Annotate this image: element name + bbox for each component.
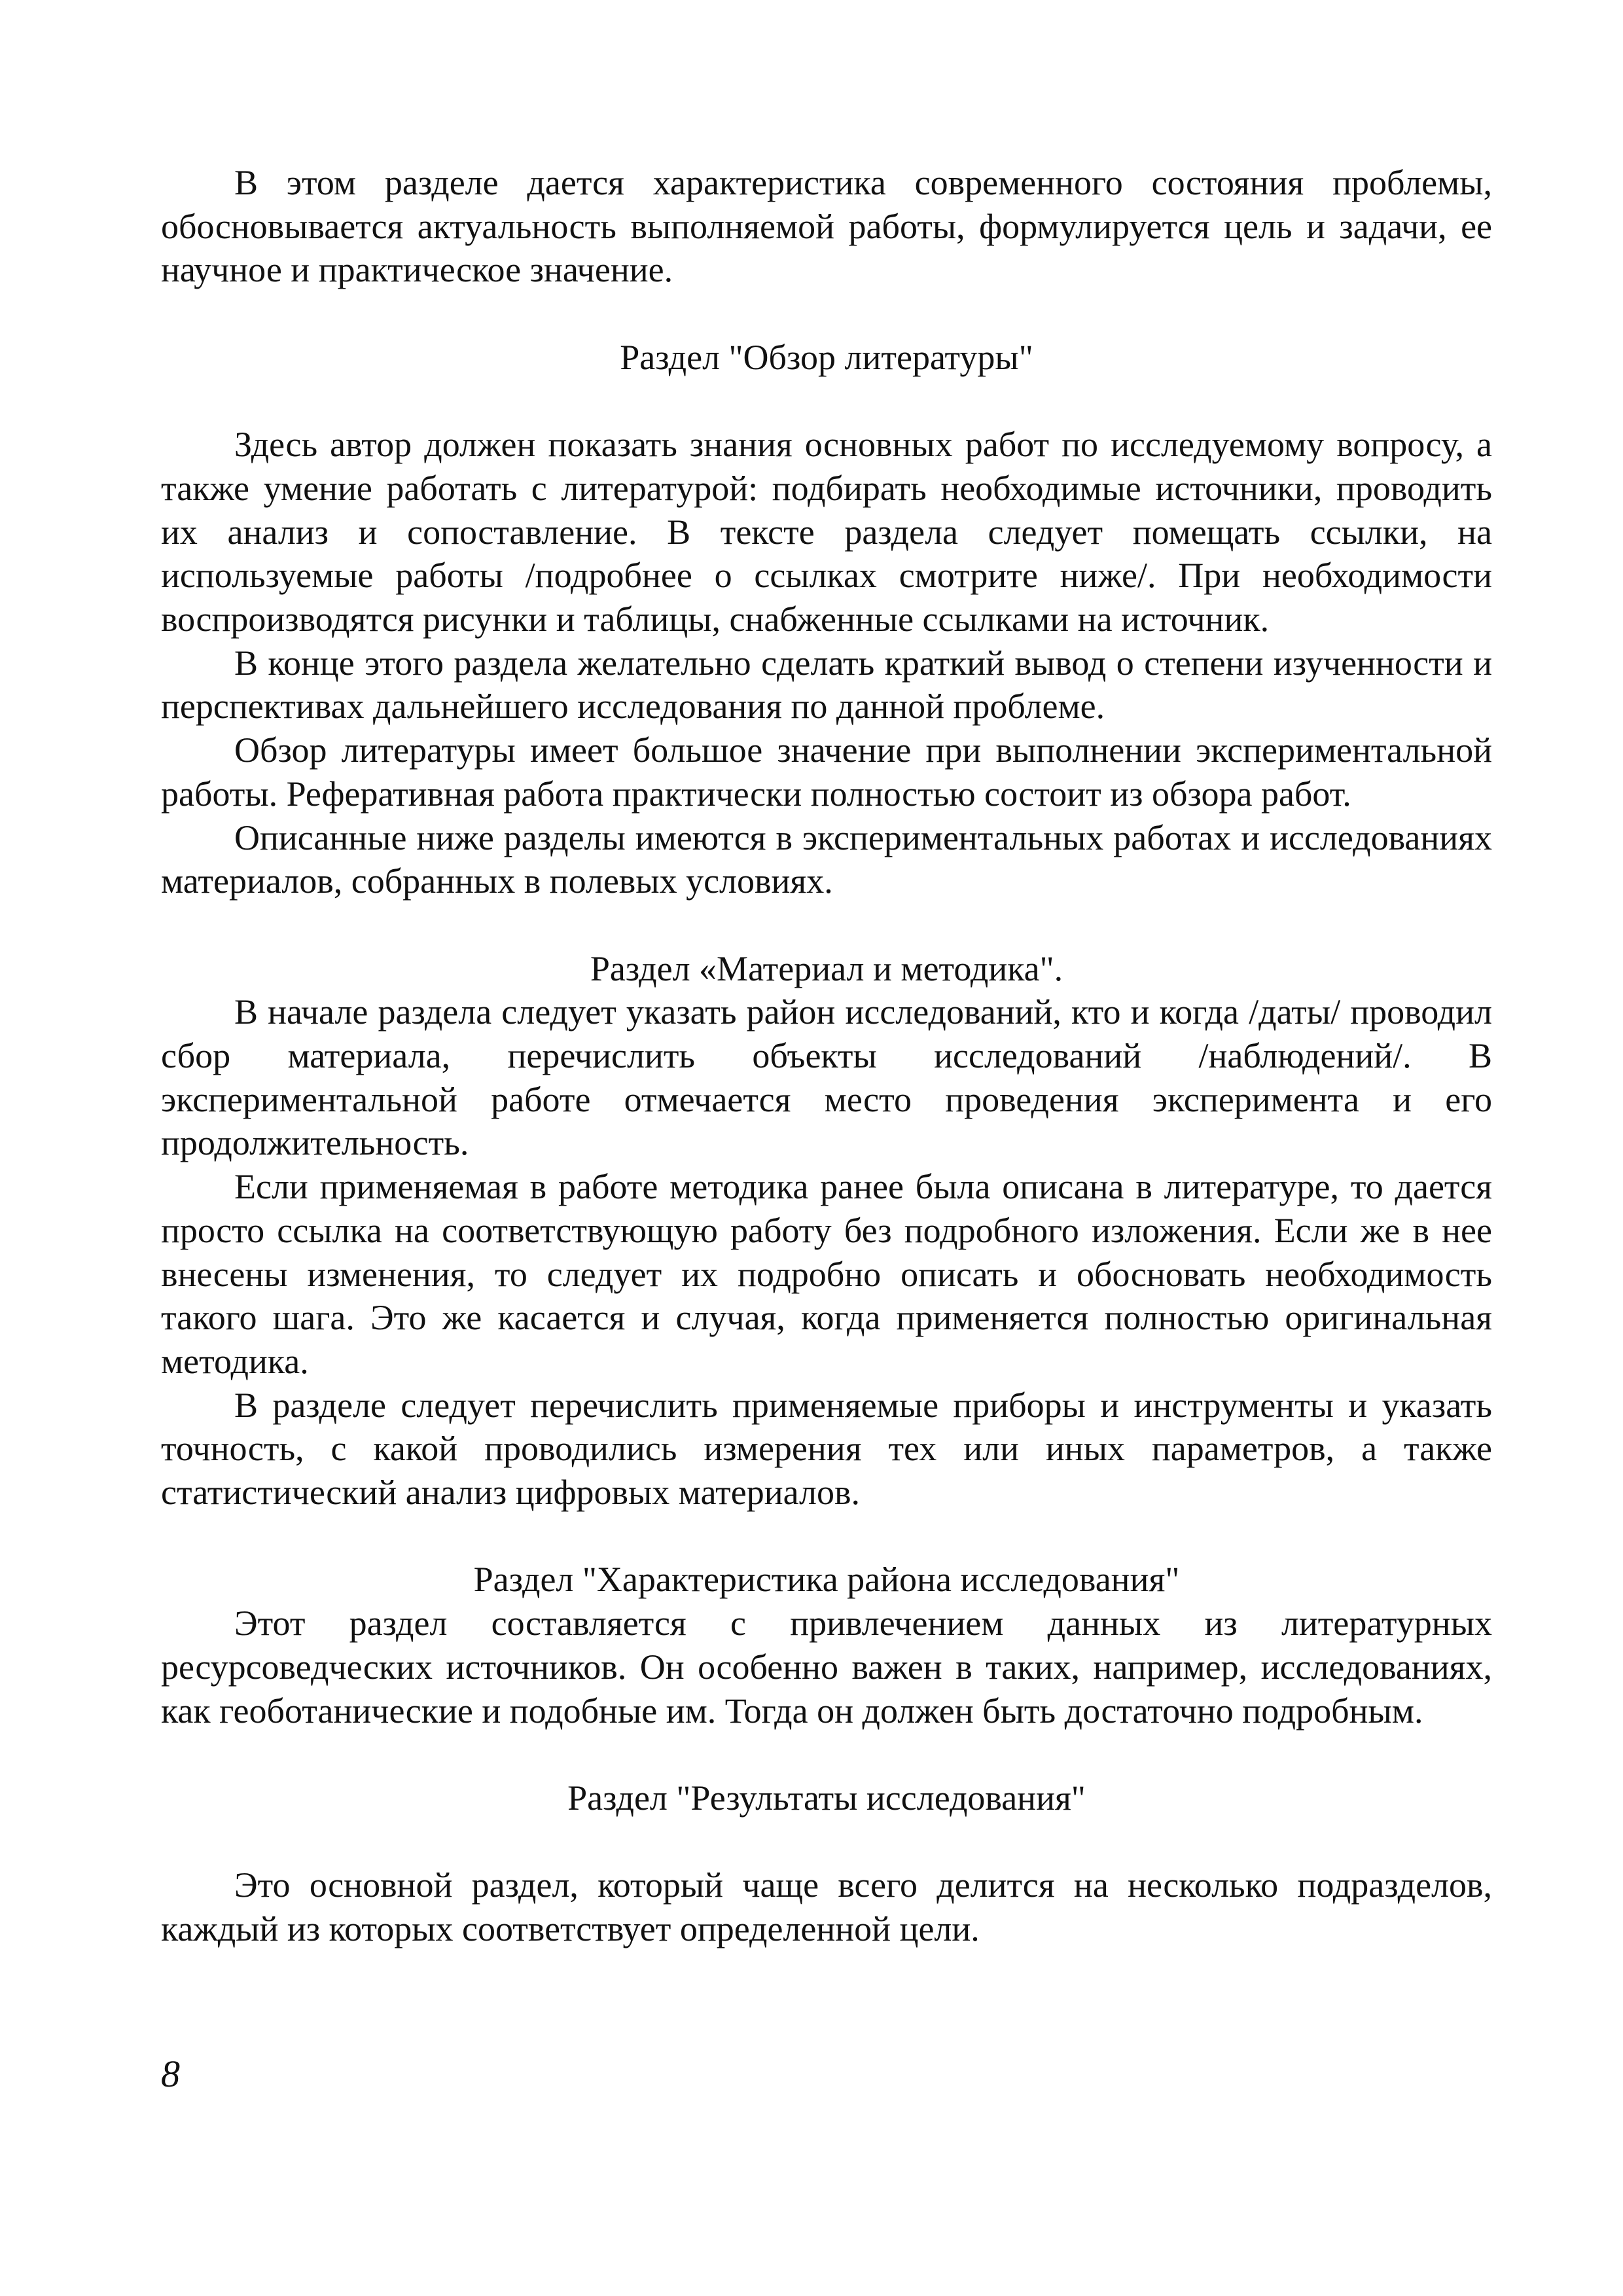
page-number: 8 xyxy=(161,2053,180,2095)
literature-paragraph-2: В конце этого раздела желательно сделать краткий вывод о степени изученности и перспективах дальнейшего исследования по данной проблеме. xyxy=(161,643,1492,726)
methods-paragraph-2: Если применяемая в работе методика ранее была описана в литературе, то дается просто ссылка на соответствующую работу без подробного изложения. Если же в нее внесены изменения, то следует их подробно описать и обосновать необходимость такого шага. Это же касается и случая, когда применяется полностью оригинальная методика. xyxy=(161,1167,1492,1381)
spacer xyxy=(161,903,1492,947)
section-title-area: Раздел "Характеристика района исследования" xyxy=(473,1560,1180,1600)
spacer xyxy=(161,1820,1492,1864)
literature-paragraph-3: Обзор литературы имеет большое значение при выполнении экспериментальной работы. Реферативная работа практически полностью состоит из обзора работ. xyxy=(161,730,1492,814)
spacer xyxy=(161,380,1492,423)
spacer xyxy=(161,1732,1492,1776)
methods-paragraph-1: В начале раздела следует указать район исследований, кто и когда /даты/ проводил сбор материала, перечислить объекты исследований /наблюдений/. В экспериментальной работе отмечается место проведения эксперимента и его продолжительность. xyxy=(161,992,1492,1163)
section-title-methods: Раздел «Материал и методика". xyxy=(590,948,1063,988)
section-title-results: Раздел "Результаты исследования" xyxy=(567,1778,1086,1818)
methods-paragraph-3: В разделе следует перечислить применяемые приборы и инструменты и указать точность, с какой проводились измерения тех или иных параметров, а также статистический анализ цифровых материалов. xyxy=(161,1385,1492,1513)
spacer xyxy=(161,292,1492,336)
document-body xyxy=(161,161,1492,1951)
literature-paragraph-1: Здесь автор должен показать знания основных работ по исследуемому вопросу, а также умение работать с литературой: подбирать необходимые источники, проводить их анализ и сопоставление. В тексте раздела следует помещать ссылки, на используемые работы /подробнее о ссылках смотрите ниже/. При необходимости воспроизводятся рисунки и таблицы, снабженные ссылками на источник. xyxy=(161,425,1492,639)
spacer xyxy=(161,1515,1492,1558)
intro-paragraph: В этом разделе дается характеристика современного состояния проблемы, обосновывается актуальность выполняемой работы, формулируется цель и задачи, ее научное и практическое значение. xyxy=(161,163,1492,290)
section-title-literature: Раздел "Обзор литературы" xyxy=(620,337,1033,377)
area-paragraph-1: Этот раздел составляется с привлечением данных из литературных ресурсоведческих источников. Он особенно важен в таких, например, исследованиях, как геоботанические и подобные им. Тогда он должен быть достаточно подробным. xyxy=(161,1604,1492,1731)
results-paragraph-1: Это основной раздел, который чаще всего делится на несколько подразделов, каждый из которых соответствует определенной цели. xyxy=(161,1865,1492,1949)
literature-paragraph-4: Описанные ниже разделы имеются в экспериментальных работах и исследованиях материалов, собранных в полевых условиях. xyxy=(161,817,1492,901)
